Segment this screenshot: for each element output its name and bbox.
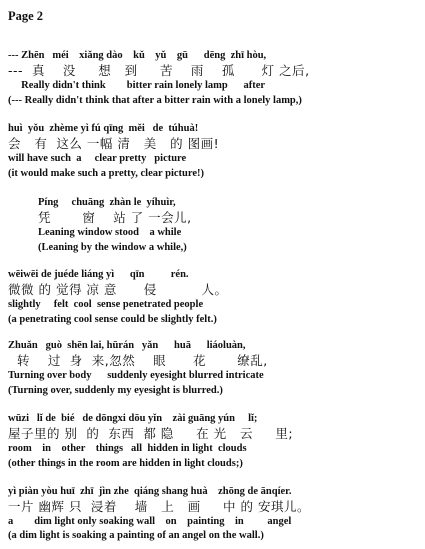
stanza-1-translation: (--- Really didn't think that after a bitter rain with a lonely lamp,) bbox=[8, 95, 302, 106]
stanza-5-translation: (Turning over, suddenly my eyesight is blurred.) bbox=[8, 385, 223, 396]
stanza-3-pinyin: Píng chuāng zhàn le yíhuìr, bbox=[38, 197, 176, 208]
stanza-3-english: Leaning window stood a while bbox=[38, 227, 182, 238]
stanza-1-english: Really didn't think bitter rain lonely lamp after bbox=[8, 80, 266, 91]
stanza-2-pinyin: huì yǒu zhème yì fú qīng měi de túhuà! bbox=[8, 123, 199, 134]
stanza-6-pinyin: wūzi lǐ de bié de dōngxi dōu yǐn zài guāng yún lǐ; bbox=[8, 413, 258, 424]
stanza-6-translation: (other things in the room are hidden in light clouds;) bbox=[8, 458, 243, 469]
stanza-7-pinyin: yì piàn yòu huī zhī jìn zhe qiáng shang huà zhōng de ānqíer. bbox=[8, 486, 292, 497]
stanza-7-hanzi: 一片 幽辉 只 浸着 墙 上 画 中 的 安琪儿。 bbox=[8, 499, 310, 514]
stanza-4-english: slightly felt cool sense penetrated people bbox=[8, 299, 204, 310]
stanza-2-translation: (it would make such a pretty, clear picture!) bbox=[8, 168, 204, 179]
stanza-5-english: Turning over body suddenly eyesight blurred intricate bbox=[8, 370, 264, 381]
stanza-1-hanzi: --- 真 没 想 到 苦 雨 孤 灯 之后, bbox=[8, 63, 310, 78]
stanza-1-pinyin: --- Zhēn méi xiǎng dào kǔ yǔ gū dēng zhī hòu, bbox=[8, 50, 267, 61]
stanza-5-hanzi: 转 过 身 来,忽然 眼 花 缭乱, bbox=[8, 353, 268, 368]
stanza-5-pinyin: Zhuǎn guò shēn lai, hūrán yǎn huā liáoluàn, bbox=[8, 340, 246, 351]
stanza-6-hanzi: 屋子里的 别 的 东西 都 隐 在 光 云 里; bbox=[8, 426, 294, 441]
stanza-4-hanzi: 微微 的 觉得 凉 意 侵 人。 bbox=[8, 282, 228, 297]
page-label: Page 2 bbox=[8, 9, 44, 23]
stanza-4-translation: (a penetrating cool sense could be slightly felt.) bbox=[8, 314, 217, 325]
stanza-3-hanzi: 凭 窗 站 了 一会儿, bbox=[38, 210, 192, 225]
stanza-7-english: a dim light only soaking wall on painting in angel bbox=[8, 516, 292, 527]
stanza-4-pinyin: wēiwēi de juéde liáng yì qīn rén. bbox=[8, 269, 189, 280]
stanza-7-translation: (a dim light is soaking a painting of an angel on the wall.) bbox=[8, 530, 264, 541]
stanza-3-translation: (Leaning by the window a while,) bbox=[38, 242, 187, 253]
stanza-2-english: will have such a clear pretty picture bbox=[8, 153, 187, 164]
stanza-2-hanzi: 会 有 这么 一幅 清 美 的 图画! bbox=[8, 136, 220, 151]
stanza-6-english: room in other things all hidden in light clouds bbox=[8, 443, 247, 454]
